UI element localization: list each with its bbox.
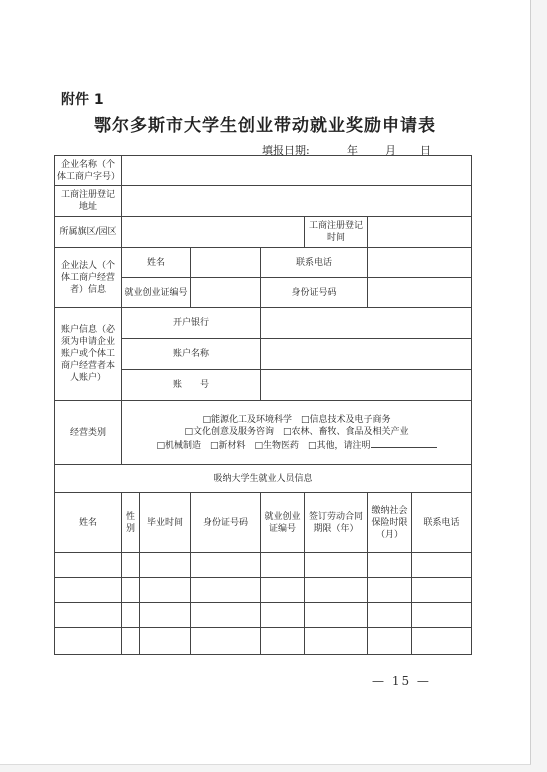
category-line-3-text[interactable]: □机械制造 □新材料 □生物医药 □其他，请注明 [156, 440, 371, 451]
employee-cert-cell[interactable] [261, 578, 305, 603]
employee-name-cell[interactable] [55, 578, 122, 603]
reg-address-field[interactable] [122, 186, 472, 217]
page-number: — 15 — [372, 674, 431, 688]
startup-cert-label: 就业创业证编号 [122, 278, 191, 308]
employee-contract-cell[interactable] [305, 603, 368, 628]
employee-id-cell[interactable] [191, 628, 261, 655]
employee-cert-cell[interactable] [261, 603, 305, 628]
account-name-label: 账户名称 [122, 339, 261, 370]
employee-gender-cell[interactable] [122, 578, 140, 603]
employee-phone-cell[interactable] [412, 553, 472, 578]
business-category-options[interactable] [122, 401, 472, 465]
page-title: 鄂尔多斯市大学生创业带动就业奖励申请表 [94, 116, 436, 136]
employee-phone-cell[interactable] [412, 603, 472, 628]
reg-time-label: 工商注册登记时间 [305, 217, 368, 248]
district-label: 所属旗区/园区 [55, 217, 122, 248]
employee-insurance-cell[interactable] [368, 578, 412, 603]
company-name-field[interactable] [122, 156, 472, 186]
employee-name-cell[interactable] [55, 553, 122, 578]
employee-contract-cell[interactable] [305, 628, 368, 655]
application-form-table [54, 155, 472, 655]
district-field[interactable] [122, 217, 305, 248]
account-no-label: 账 号 [122, 370, 261, 401]
employee-grad-cell[interactable] [140, 603, 191, 628]
col-name: 姓名 [55, 493, 122, 553]
col-insurance-period: 缴纳社会保险时限（月） [368, 493, 412, 553]
table-row [55, 553, 472, 578]
employee-insurance-cell[interactable] [368, 628, 412, 655]
employee-name-cell[interactable] [55, 603, 122, 628]
employee-id-cell[interactable] [191, 553, 261, 578]
bank-label: 开户银行 [122, 308, 261, 339]
employee-gender-cell[interactable] [122, 603, 140, 628]
col-startup-cert: 就业创业证编号 [261, 493, 305, 553]
table-row [55, 628, 472, 655]
employee-grad-cell[interactable] [140, 628, 191, 655]
other-specify-line[interactable] [371, 438, 437, 448]
employee-insurance-cell[interactable] [368, 603, 412, 628]
legal-phone-field[interactable] [368, 248, 472, 278]
employee-contract-cell[interactable] [305, 578, 368, 603]
employee-contract-cell[interactable] [305, 553, 368, 578]
category-line-1[interactable]: □能源化工及环境科学 □信息技术及电子商务 [202, 414, 391, 425]
legal-name-field[interactable] [191, 248, 261, 278]
account-name-field[interactable] [261, 339, 472, 370]
col-contract-term: 签订劳动合同期限（年） [305, 493, 368, 553]
table-row [55, 578, 472, 603]
account-info-label: 账户信息（必须为申请企业账户或个体工商户经营者本人账户） [55, 308, 122, 401]
employee-gender-cell[interactable] [122, 628, 140, 655]
account-no-field[interactable] [261, 370, 472, 401]
col-phone: 联系电话 [412, 493, 472, 553]
employee-name-cell[interactable] [55, 628, 122, 655]
legal-id-field[interactable] [368, 278, 472, 308]
category-line-3[interactable] [124, 438, 469, 452]
attachment-label: 附件 1 [61, 92, 104, 108]
table-row [55, 603, 472, 628]
name-label: 姓名 [122, 248, 191, 278]
employee-grad-cell[interactable] [140, 578, 191, 603]
reg-address-label: 工商注册登记地址 [55, 186, 122, 217]
business-type-label: 经营类别 [55, 401, 122, 465]
employee-cert-cell[interactable] [261, 553, 305, 578]
employee-insurance-cell[interactable] [368, 553, 412, 578]
employee-phone-cell[interactable] [412, 578, 472, 603]
company-name-label: 企业名称（个体工商户字号） [55, 156, 122, 186]
date-day: 日 [420, 144, 431, 157]
employee-id-cell[interactable] [191, 578, 261, 603]
employee-gender-cell[interactable] [122, 553, 140, 578]
employee-cert-cell[interactable] [261, 628, 305, 655]
date-label: 填报日期: [262, 144, 310, 157]
category-line-2[interactable]: □文化创意及服务咨询 □农林、畜牧、食品及相关产业 [184, 426, 409, 437]
reg-time-field[interactable] [368, 217, 472, 248]
date-month: 月 [385, 144, 396, 157]
employed-section-title: 吸纳大学生就业人员信息 [55, 465, 472, 493]
col-id-number: 身份证号码 [191, 493, 261, 553]
date-year: 年 [347, 144, 358, 157]
legal-cert-field[interactable] [191, 278, 261, 308]
col-graduation-time: 毕业时间 [140, 493, 191, 553]
phone-label: 联系电话 [261, 248, 368, 278]
id-number-label: 身份证号码 [261, 278, 368, 308]
legal-person-label: 企业法人（个体工商户经营者）信息 [55, 248, 122, 308]
employee-grad-cell[interactable] [140, 553, 191, 578]
col-gender: 性别 [122, 493, 140, 553]
employee-id-cell[interactable] [191, 603, 261, 628]
employee-phone-cell[interactable] [412, 628, 472, 655]
bank-field[interactable] [261, 308, 472, 339]
